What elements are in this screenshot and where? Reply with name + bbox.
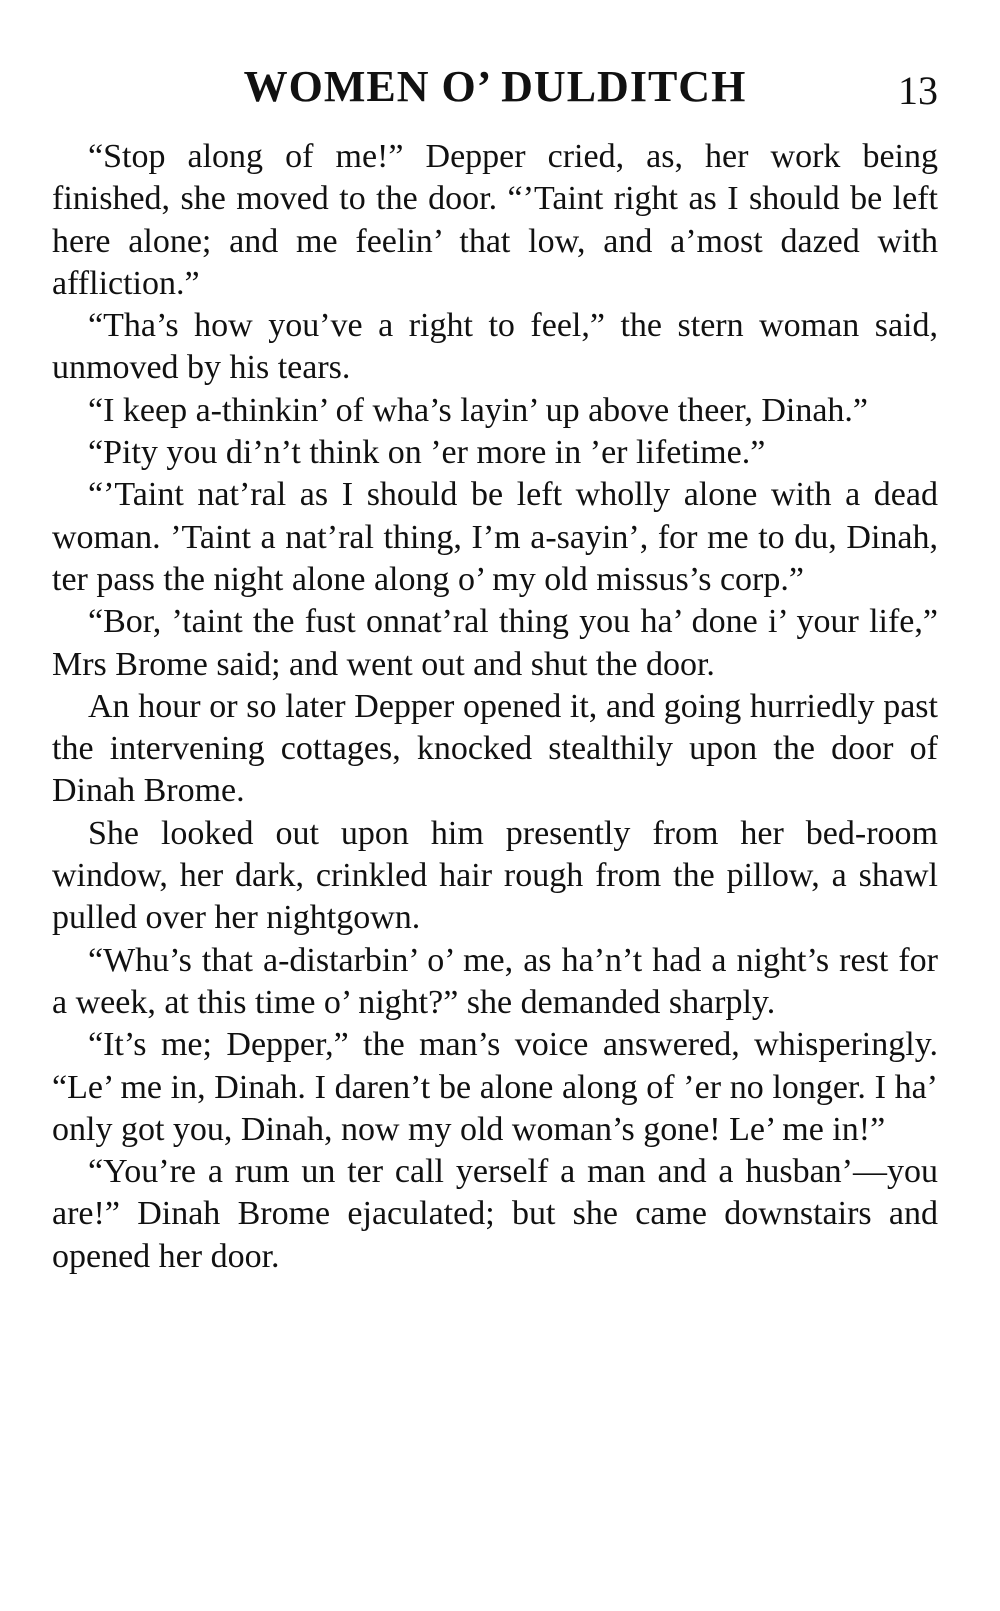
paragraph: “Bor, ’taint the fust onnat’ral thing you ha’ done i’ your life,” Mrs Brome said; and went out and shut the door. [52, 603, 938, 683]
paragraph: “Pity you di’n’t think on ’er more in ’er lifetime.” [88, 434, 766, 472]
paragraph: “Stop along of me!” Depper cried, as, her work being finished, she moved to the door. “’Taint right as I should be left here alone; and me feelin’ that low, and a’most dazed with affliction.” [52, 138, 938, 302]
body-text [52, 136, 938, 1278]
paragraph: “It’s me; Depper,” the man’s voice answered, whisperingly. “Le’ me in, Dinah. I daren’t be alone along of ’er no longer. I ha’ only got you, Dinah, now my old woman’s gone! Le’ me in!” [52, 1026, 938, 1148]
paragraph: “Whu’s that a-distarbin’ o’ me, as ha’n’t had a night’s rest for a week, at this time o’ night?” she demanded sharply. [52, 941, 938, 1021]
paragraph: She looked out upon him presently from her bed-room window, her dark, crinkled hair rough from the pillow, a shawl pulled over her nightgown. [52, 814, 938, 937]
paragraph: “’Taint nat’ral as I should be left wholly alone with a dead woman. ’Taint a nat’ral thing, I’m a-sayin’, for me to du, Dinah, ter pass the night alone along o’ my old missus’s corp.” [52, 476, 938, 598]
paragraph: “I keep a-thinkin’ of wha’s layin’ up above theer, Dinah.” [88, 391, 869, 429]
paragraph: “You’re a rum un ter call yerself a man and a husban’—you are!” Dinah Brome ejaculated; but she came downstairs and opened her door. [52, 1153, 938, 1275]
running-head [52, 62, 938, 112]
paragraph: “Tha’s how you’ve a right to feel,” the stern woman said, unmoved by his tears. [52, 307, 938, 387]
running-head-title: WOMEN O’ DULDITCH [243, 62, 747, 111]
page-number: 13 [898, 68, 938, 113]
paragraph: An hour or so later Depper opened it, and going hurriedly past the intervening cottages, knocked stealthily upon the door of Dinah Brome. [52, 687, 938, 810]
